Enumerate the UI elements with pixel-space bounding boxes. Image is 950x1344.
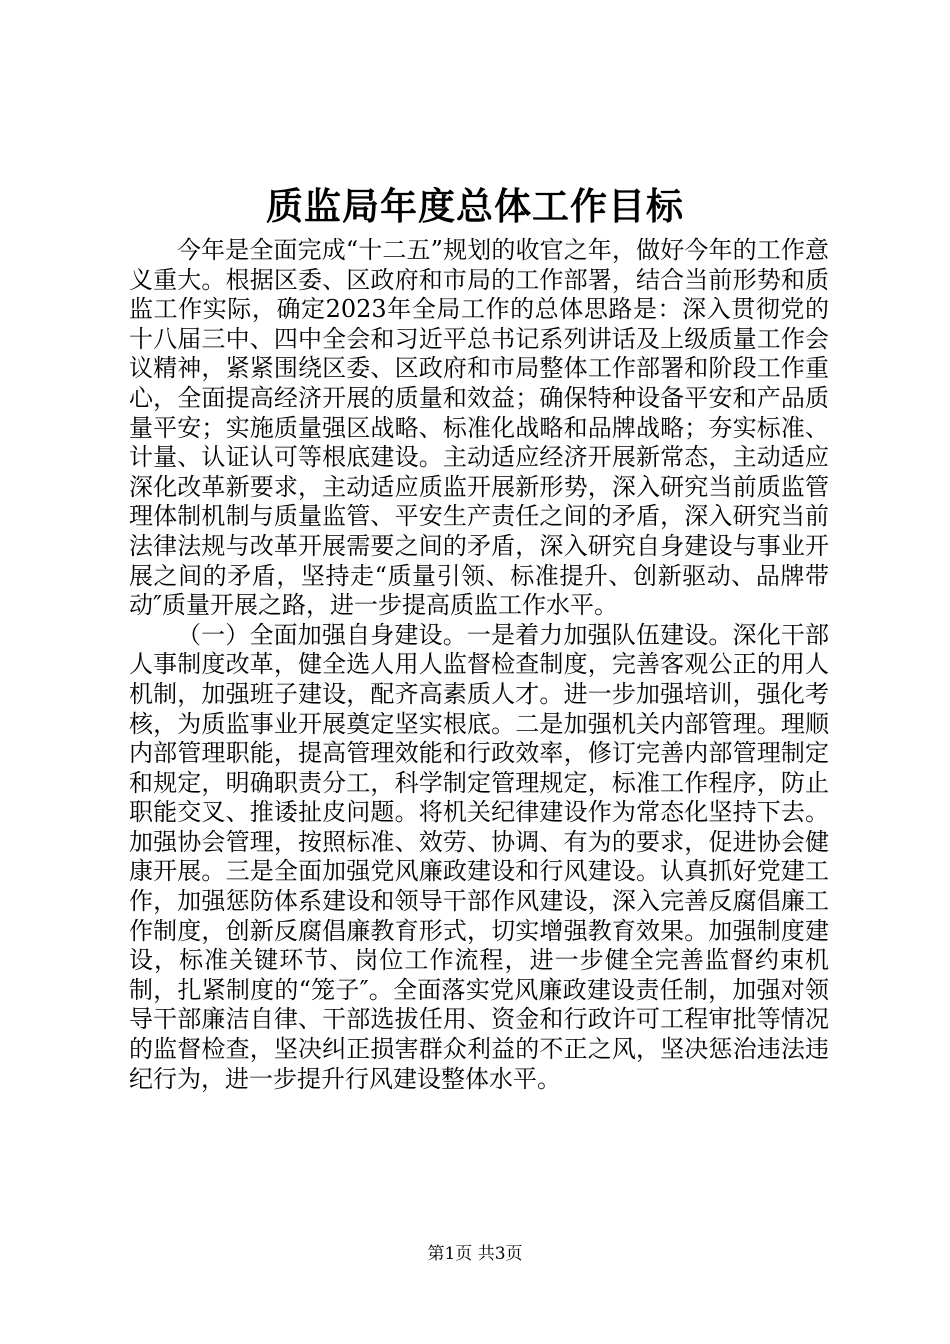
paragraph-overview: 今年是全面完成“十二五”规划的收官之年，做好今年的工作意义重大。根据区委、区政府和市局的工作部署，结合当前形势和质监工作实际，确定2023年全局工作的总体思路是：深入贯彻党的十八届三中、四中全会和习近平总书记系列讲话及上级质量工作会议精神，紧紧围绕区委、区政府和市局整体工作部署和阶段工作重心，全面提高经济开展的质量和效益；确保特种设备平安和产品质量平安；实施质量强区战略、标准化战略和品牌战略；夯实标准、计量、认证认可等根底建设。主动适应经济开展新常态，主动适应深化改革新要求，主动适应质监开展新形势，深入研究当前质监管理体制机制与质量监管、平安生产责任之间的矛盾，深入研究当前法律法规与改革开展需要之间的矛盾，深入研究自身建设与事业开展之间的矛盾，坚持走“质量引领、标准提升、创新驱动、品牌带动″质量开展之路，进一步提高质监工作水平。 bbox=[129, 236, 829, 620]
document-title: 质监局年度总体工作目标 bbox=[266, 184, 684, 228]
page-number-footer: 第1页 共3页 bbox=[427, 1244, 523, 1264]
paragraph-self-construction: （一）全面加强自身建设。一是着力加强队伍建设。深化干部人事制度改革，健全选人用人监督检查制度，完善客观公正的用人机制，加强班子建设，配齐高素质人才。进一步加强培训，强化考核，为质监事业开展奠定坚实根底。二是加强机关内部管理。理顺内部管理职能，提高管理效能和行政效率，修订完善内部管理制定和规定，明确职责分工，科学制定管理规定，标准工作程序，防止职能交叉、推诿扯皮问题。将机关纪律建设作为常态化坚持下去。加强协会管理，按照标准、效劳、协调、有为的要求，促进协会健康开展。三是全面加强党风廉政建设和行风建设。认真抓好党建工作，加强惩防体系建设和领导干部作风建设，深入完善反腐倡廉工作制度，创新反腐倡廉教育形式，切实增强教育效果。加强制度建设，标准关键环节、岗位工作流程，进一步健全完善监督约束机制，扎紧制度的“笼子″。全面落实党风廉政建设责任制，加强对领导干部廉洁自律、干部选拔任用、资金和行政许可工程审批等情况的监督检查，坚决纠正损害群众利益的不正之风，坚决惩治违法违纪行为，进一步提升行风建设整体水平。 bbox=[129, 620, 829, 1093]
document-body bbox=[129, 236, 829, 1094]
